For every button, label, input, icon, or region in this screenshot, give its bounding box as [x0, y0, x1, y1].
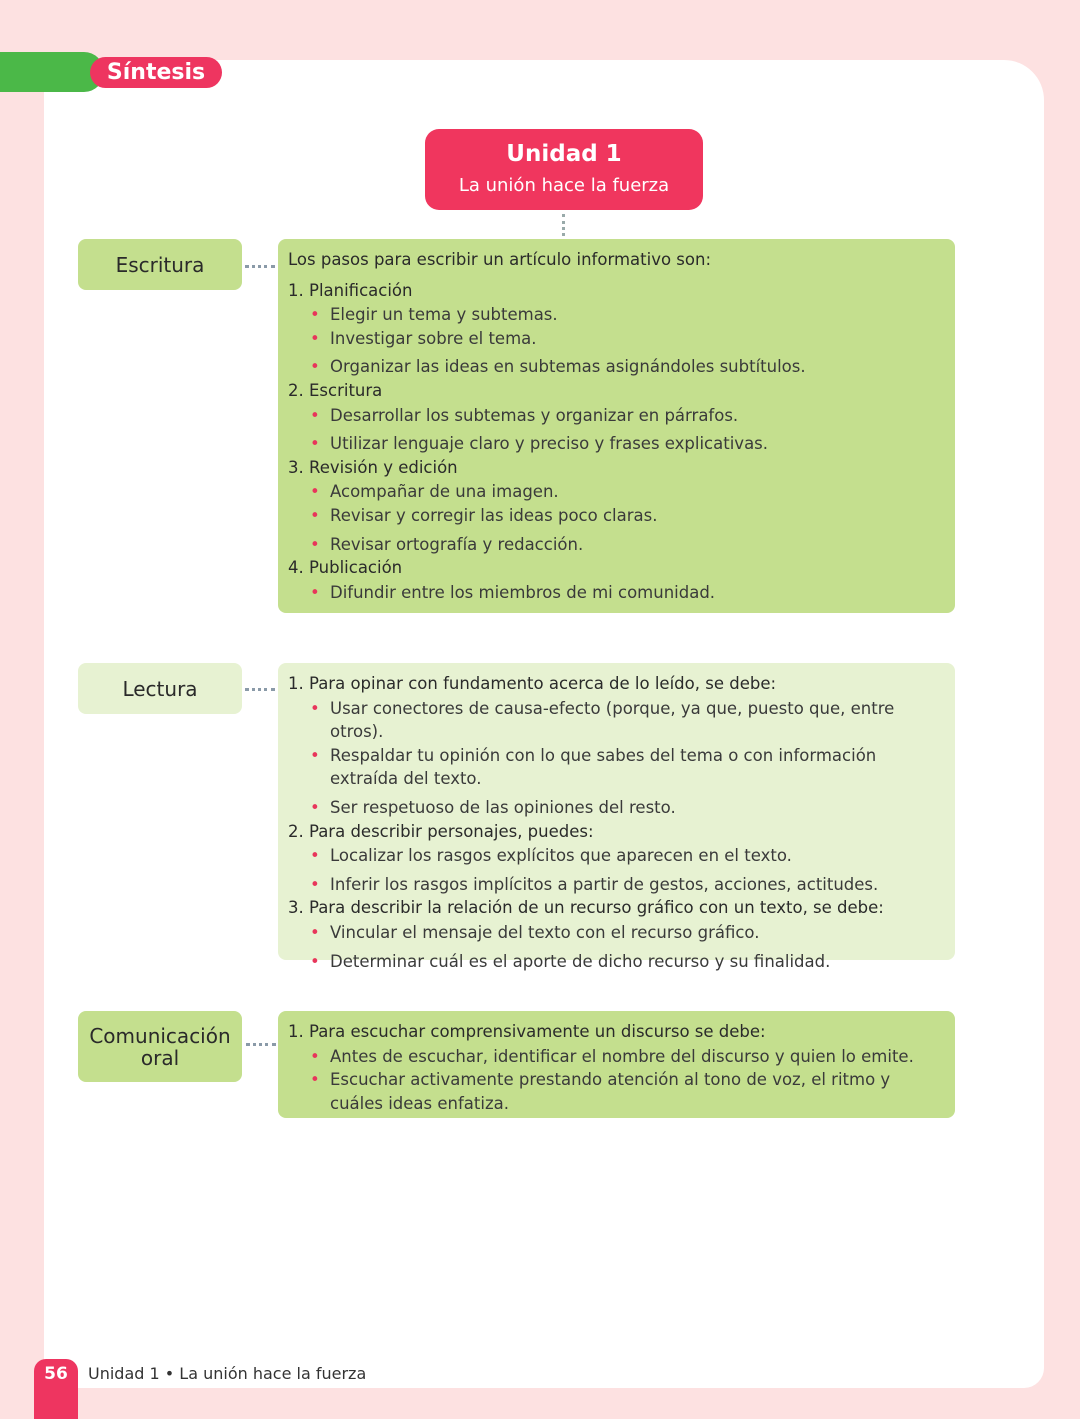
- box-lectura: [278, 663, 955, 971]
- bullet-item: • Desarrollar los subtemas y organizar en párrafos.: [288, 404, 945, 428]
- section-tag: Síntesis: [90, 57, 222, 88]
- box-escritura: [278, 239, 955, 613]
- bullet-item: • Determinar cuál es el aporte de dicho recurso y su finalidad.: [288, 950, 945, 974]
- steps: [288, 279, 945, 605]
- step-title: 3. Para describir la relación de un recurso gráfico con un texto, se debe:: [288, 898, 884, 918]
- box-comunicacion-oral: [278, 1011, 955, 1118]
- bullet-item: • Respaldar tu opinión con lo que sabes del tema o con información extraída del texto.: [288, 744, 945, 791]
- bullet-item: • Utilizar lenguaje claro y preciso y frases explicativas.: [288, 432, 945, 456]
- steps: [288, 672, 945, 973]
- label-escritura: Escritura: [78, 239, 242, 290]
- bullet-item: • Escuchar activamente prestando atención al tono de voz, el ritmo y cuáles ideas enfatiza.: [288, 1068, 945, 1115]
- bullet-item: • Revisar ortografía y redacción.: [288, 533, 945, 557]
- label-lectura: Lectura: [78, 663, 242, 714]
- page-number: 56: [34, 1359, 78, 1419]
- bullet-item: • Organizar las ideas en subtemas asignándoles subtítulos.: [288, 355, 945, 379]
- unit-subtitle: La unión hace la fuerza: [458, 175, 670, 196]
- bullet-item: • Localizar los rasgos explícitos que aparecen en el texto.: [288, 844, 945, 868]
- step-title: 4. Publicación: [288, 558, 403, 578]
- connector: [245, 265, 275, 268]
- unit-header: [425, 129, 703, 210]
- bullet-item: • Difundir entre los miembros de mi comunidad.: [288, 581, 945, 605]
- unit-title: Unidad 1: [506, 141, 622, 167]
- connector: [246, 1043, 276, 1046]
- label-comunicacion-oral: Comunicación oral: [78, 1011, 242, 1082]
- bullet-item: • Inferir los rasgos implícitos a partir de gestos, acciones, actitudes.: [288, 873, 945, 897]
- footer-text: Unidad 1 • La unión hace la fuerza: [88, 1364, 367, 1383]
- bullet-item: • Revisar y corregir las ideas poco claras.: [288, 504, 945, 528]
- bullet-item: • Investigar sobre el tema.: [288, 327, 945, 351]
- connector: [245, 688, 275, 691]
- section-tab-accent: [0, 52, 104, 92]
- bullet-item: • Vincular el mensaje del texto con el recurso gráfico.: [288, 921, 945, 945]
- step-title: 2. Para describir personajes, puedes:: [288, 821, 594, 841]
- bullet-item: • Usar conectores de causa-efecto (porque, ya que, puesto que, entre otros).: [288, 697, 945, 744]
- step-title: 1. Para escuchar comprensivamente un discurso se debe:: [288, 1022, 766, 1041]
- steps: [288, 1020, 945, 1115]
- step-title: 1. Planificación: [288, 280, 413, 300]
- step-title: 3. Revisión y edición: [288, 457, 458, 477]
- intro: Los pasos para escribir un artículo informativo son:: [288, 250, 712, 269]
- connector: [562, 214, 566, 236]
- bullet-item: • Antes de escuchar, identificar el nombre del discurso y quien lo emite.: [288, 1045, 945, 1069]
- step-title: 2. Escritura: [288, 380, 383, 400]
- bullet-item: • Elegir un tema y subtemas.: [288, 303, 945, 327]
- bullet-item: • Ser respetuoso de las opiniones del resto.: [288, 796, 945, 820]
- bullet-item: • Acompañar de una imagen.: [288, 480, 945, 504]
- step-title: 1. Para opinar con fundamento acerca de lo leído, se debe:: [288, 674, 777, 693]
